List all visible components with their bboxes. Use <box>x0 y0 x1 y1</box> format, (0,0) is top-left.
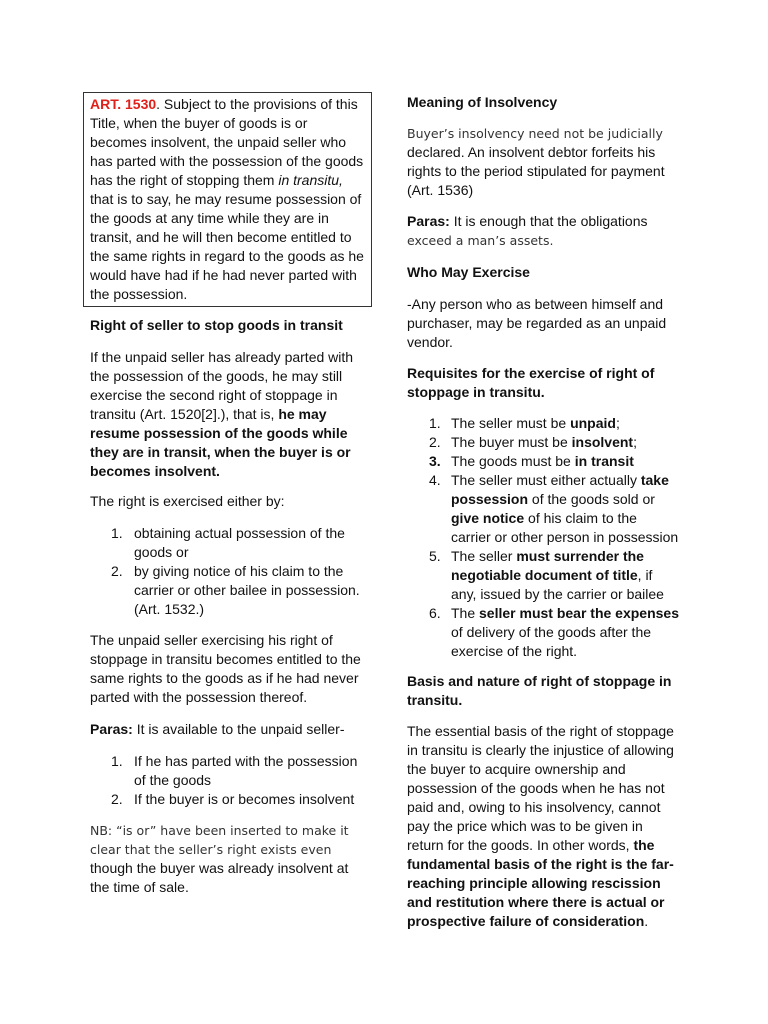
paragraph-entitled-rights: The unpaid seller exercising his right of stoppage in transitu becomes entitled to the same rights to the goods as if he had never parted with the possession thereof. <box>90 632 361 705</box>
article-1530-text: ART. 1530. Subject to the provisions of this Title, when the buyer of goods is or becomes insolvent, the unpaid seller who has parted with the possession of the goods has the right of stopping them in transitu, that is to say, he may resume possession of the goods at any time while they are in transit, and he will then become entitled to the same rights in regard to the goods as he would have had if he had never parted with the possession. <box>90 96 364 302</box>
list-item: 2. by giving notice of his claim to the carrier or other bailee in possession. (Art. 1532.) <box>111 563 360 617</box>
heading-basis-nature: Basis and nature of right of stoppage in transitu. <box>407 673 672 708</box>
list-item: 2. If the buyer is or becomes insolvent <box>111 791 355 807</box>
heading-meaning-insolvency: Meaning of Insolvency <box>407 94 558 110</box>
list-item: 4. The seller must either actually take possession of the goods sold or give notice of his claim to the carrier or other person in possession <box>429 472 679 545</box>
in-transitu-italic: in transitu, <box>278 172 343 188</box>
article-1530-box <box>83 92 372 307</box>
list-item: 1. If he has parted with the possession of the goods <box>111 753 358 788</box>
heading-stop-goods: Right of seller to stop goods in transit <box>90 317 343 333</box>
paragraph-basis-nature: The essential basis of the right of stoppage in transitu is clearly the injustice of allowing the buyer to acquire ownership and possession of the goods when he has not paid and, owing to his insolvency, cannot pay the price which was to be given in return for the goods. In other words, the fundamental basis of the right is the far-reaching principle allowing rescission and restitution where there is actual or prospective failure of consideration. <box>407 723 674 929</box>
heading-who-may-exercise: Who May Exercise <box>407 264 530 280</box>
list-item: 2. The buyer must be insolvent; <box>429 434 637 450</box>
paragraph-nb: NB: “is or” have been inserted to make it clear that the seller’s right exists even though the buyer was already insolvent at the time of sale. <box>90 823 349 895</box>
article-label: ART. 1530 <box>90 96 157 112</box>
heading-requisites: Requisites for the exercise of right of stoppage in transitu. <box>407 365 655 400</box>
paragraph-unpaid-seller: If the unpaid seller has already parted with the possession of the goods, he may still exercise the second right of stoppage in transitu (Art. 1520[2].), that is, he may resume possession of the goods while they are in transit, when the buyer is or becomes insolvent. <box>90 349 354 479</box>
paragraph-right-exercised: The right is exercised either by: <box>90 493 285 509</box>
paragraph-paras-available: Paras: It is available to the unpaid seller- <box>90 721 345 737</box>
list-item: 1. The seller must be unpaid; <box>429 415 620 431</box>
list-item: 6. The seller must bear the expenses of delivery of the goods after the exercise of the right. <box>429 605 680 659</box>
list-exercise-methods <box>90 524 370 619</box>
list-item: 3. The goods must be in transit <box>429 453 634 469</box>
list-availability <box>90 752 370 809</box>
list-item: 5. The seller must surrender the negotiable document of title, if any, issued by the carrier or bailee <box>429 548 664 602</box>
list-item: 1. obtaining actual possession of the goods or <box>111 525 345 560</box>
paragraph-paras-obligations: Paras: It is enough that the obligations exceed a man’s assets. <box>407 213 648 248</box>
paragraph-meaning-insolvency: Buyer’s insolvency need not be judicially declared. An insolvent debtor forfeits his rights to the period stipulated for payment (Art. 1536) <box>407 126 665 198</box>
paragraph-who-may-exercise: -Any person who as between himself and purchaser, may be regarded as an unpaid vendor. <box>407 296 667 350</box>
list-requisites <box>407 414 679 661</box>
